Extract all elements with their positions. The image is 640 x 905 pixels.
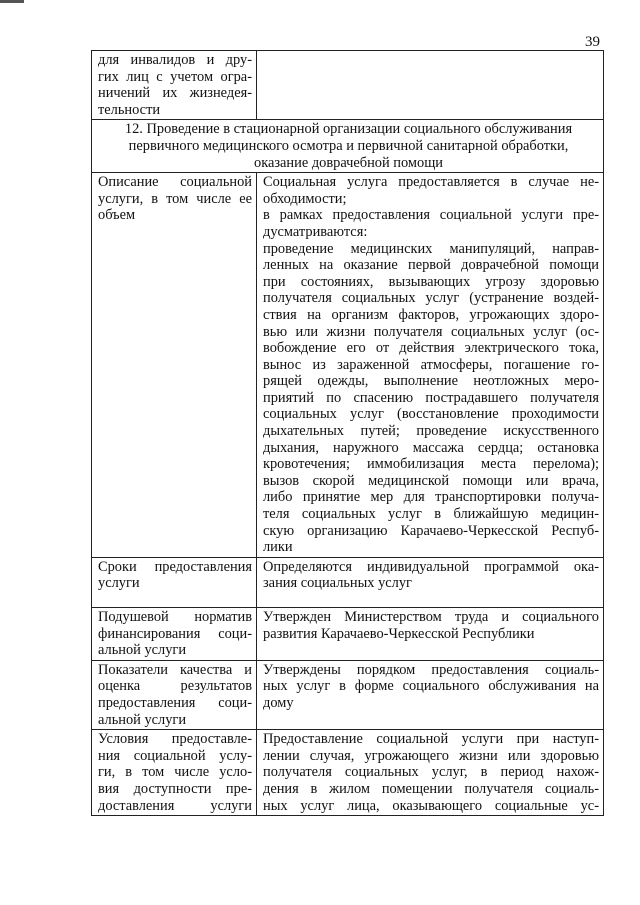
text-line: услуги, в том числе ее bbox=[98, 190, 252, 207]
text-line: Сроки предоставления bbox=[98, 558, 252, 575]
text-line: ствия на организм факторов, угрожающих здоро- bbox=[263, 306, 599, 323]
text-line: зания социальных услуг bbox=[263, 575, 412, 592]
row-value bbox=[257, 730, 604, 816]
table-row-continuation bbox=[92, 51, 604, 120]
text-line: ных услуг лица, оказывающего социальные ус- bbox=[263, 797, 599, 814]
row-value bbox=[257, 557, 604, 607]
text-line: развития Карачаево-Черкесской Республики bbox=[263, 625, 535, 642]
text-line: вия доступности пре- bbox=[98, 780, 252, 797]
row-value bbox=[257, 608, 604, 661]
section-title-line: 12. Проведение в стационарной организации социального обслуживания bbox=[124, 121, 573, 138]
text-line: рящей одежды, выполнение неотложных меро- bbox=[263, 373, 599, 390]
text-line: Подушевой норматив bbox=[98, 609, 252, 625]
text-line: обходимости; bbox=[263, 190, 347, 207]
text-line: альной услуги bbox=[98, 711, 187, 728]
row-value bbox=[257, 660, 604, 729]
text-line: Определяются индивидуальной программой ока- bbox=[263, 558, 599, 575]
text-line: дения в жилом помещении получателя социаль- bbox=[263, 780, 599, 797]
text-line: доставления услуги bbox=[98, 797, 252, 814]
text-line: ги, в том числе усло- bbox=[98, 764, 252, 781]
text-line: финансирования соци- bbox=[98, 625, 252, 642]
text-line: либо принятие мер для транспортировки получа- bbox=[263, 489, 599, 506]
section-title-line: оказание доврачебной помощи bbox=[254, 154, 443, 171]
text-line: гих лиц с учетом огра- bbox=[98, 68, 252, 85]
text-line: получателя социальных услуг, в период нахож- bbox=[263, 764, 599, 781]
text-line: кровотечения; иммобилизация места перелома); bbox=[263, 456, 599, 473]
text-line: ных услуг в форме социального обслуживания на bbox=[263, 678, 599, 695]
text-line: тельности bbox=[98, 101, 161, 118]
text-line: дыхания, наружного массажа сердца; остановка bbox=[263, 439, 599, 456]
services-table bbox=[91, 50, 604, 816]
text-line: лики bbox=[263, 539, 293, 556]
section-title bbox=[92, 120, 604, 173]
text-line: предоставления соци- bbox=[98, 694, 252, 711]
scan-edge-mark bbox=[0, 0, 24, 3]
row-label bbox=[92, 660, 257, 729]
page-number: 39 bbox=[585, 34, 600, 50]
text-line: Утверждены порядком предоставления социаль- bbox=[263, 661, 599, 678]
text-line: ния социальной услу- bbox=[98, 747, 252, 764]
section-header-row bbox=[92, 120, 604, 173]
row-value bbox=[257, 173, 604, 558]
text-line: приятий по спасению пострадавшего получателя bbox=[263, 389, 599, 406]
text-line: Описание социальной bbox=[98, 174, 252, 191]
text-line: вызов скорой медицинской помощи или врача, bbox=[263, 472, 599, 489]
text-line: ничений их жизнедея- bbox=[98, 85, 252, 102]
table-row-conditions bbox=[92, 730, 604, 816]
text-line: теля социальных услуг в ближайшую медицин- bbox=[263, 506, 599, 523]
text-line: дусматриваются: bbox=[263, 223, 368, 240]
text-line: вынос из зараженной атмосферы, погашение го- bbox=[263, 356, 599, 373]
text-line: Социальная услуга предоставляется в случае не- bbox=[263, 174, 599, 191]
text-line: Показатели качества и bbox=[98, 661, 252, 678]
row-label bbox=[92, 608, 257, 661]
text-line: проведение медицинских манипуляций, направ- bbox=[263, 240, 599, 257]
text-line: лении случая, угрожающего жизни или здоровью bbox=[263, 747, 599, 764]
row-label bbox=[92, 173, 257, 558]
text-line: при состояниях, вызывающих угрозу здоровью bbox=[263, 273, 599, 290]
table-row-description bbox=[92, 173, 604, 558]
row-label bbox=[92, 730, 257, 816]
row0-value bbox=[257, 51, 604, 120]
row-label bbox=[92, 557, 257, 607]
text-line: дыхательных путей; проведение искусственного bbox=[263, 423, 599, 440]
text-line: услуги bbox=[98, 575, 140, 592]
text-line: скую организацию Карачаево-Черкесской Респуб- bbox=[263, 522, 599, 539]
section-title-line: первичного медицинского осмотра и первичной санитарной обработки, bbox=[128, 137, 569, 154]
table-row-terms bbox=[92, 557, 604, 607]
text-line: для инвалидов и дру- bbox=[98, 52, 252, 68]
text-line: оценка результатов bbox=[98, 678, 252, 695]
text-line: альной услуги bbox=[98, 642, 187, 659]
text-line: Условия предоставле- bbox=[98, 731, 252, 748]
text-line: вью или жизни получателя социальных услуг (ос- bbox=[263, 323, 599, 340]
text-line: получателя социальных услуг (устранение воздей- bbox=[263, 290, 599, 307]
text-line: Предоставление социальной услуги при наступ- bbox=[263, 731, 599, 748]
table-row-quality bbox=[92, 660, 604, 729]
text-line: социальных услуг (восстановление проходимости bbox=[263, 406, 599, 423]
text-line: ленных на оказание первой доврачебной помощи bbox=[263, 257, 599, 274]
text-line: вобождение его от действия электрического тока, bbox=[263, 340, 599, 357]
text-line: дому bbox=[263, 694, 294, 711]
text-line: в рамках предоставления социальной услуги пре- bbox=[263, 207, 599, 224]
text-line: Утвержден Министерством труда и социального bbox=[263, 609, 599, 625]
table-row-financing bbox=[92, 608, 604, 661]
text-line: объем bbox=[98, 207, 136, 224]
row0-label bbox=[92, 51, 257, 120]
